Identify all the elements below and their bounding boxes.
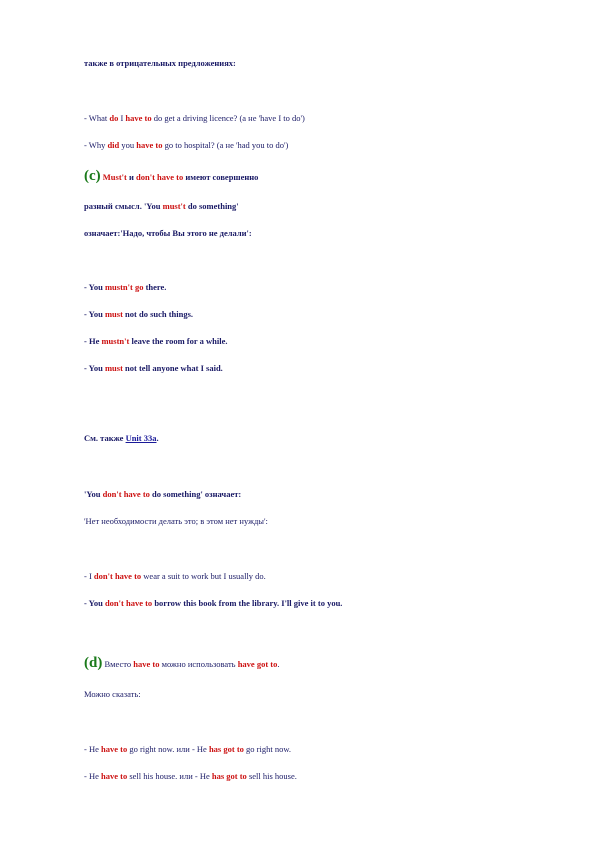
text-line bbox=[84, 689, 141, 699]
highlight: don't have to bbox=[102, 489, 150, 499]
text: - You bbox=[84, 363, 105, 373]
text: sell his house. bbox=[246, 771, 297, 781]
highlight: have to bbox=[133, 659, 160, 669]
text: go right now. или - He bbox=[127, 744, 209, 754]
text: См. также bbox=[84, 433, 126, 443]
text: можно использовать bbox=[159, 659, 238, 669]
highlight: Must't bbox=[102, 172, 127, 182]
text: 'You bbox=[84, 489, 103, 499]
unit-33a-link[interactable]: Unit 33a bbox=[125, 433, 157, 443]
example-line bbox=[84, 140, 288, 150]
text: not do such things. bbox=[122, 309, 194, 319]
text: - You bbox=[84, 598, 105, 608]
text-line bbox=[84, 201, 239, 211]
highlight: do bbox=[109, 113, 119, 123]
highlight: don't have to bbox=[136, 172, 184, 182]
highlight: don't have to bbox=[104, 598, 153, 608]
highlight: must't bbox=[162, 201, 186, 211]
example-line bbox=[84, 336, 227, 346]
example-line bbox=[84, 282, 166, 292]
text-line bbox=[84, 433, 159, 443]
text: you bbox=[119, 140, 137, 150]
text: not tell anyone what I said. bbox=[122, 363, 223, 373]
text: . bbox=[156, 433, 159, 443]
text: borrow this book from the library. I'll give it to you. bbox=[152, 598, 343, 608]
text-line bbox=[84, 228, 252, 238]
example-line bbox=[84, 113, 305, 123]
text: 'Нет необходимости делать это; в этом нет нужды': bbox=[84, 516, 268, 526]
highlight: have to bbox=[101, 744, 128, 754]
highlight: has got to bbox=[208, 744, 244, 754]
text: do something' означает: bbox=[149, 489, 242, 499]
text: - He bbox=[84, 744, 101, 754]
text: sell his house. или - He bbox=[127, 771, 212, 781]
text: - He bbox=[84, 336, 102, 346]
example-line bbox=[84, 744, 291, 754]
text: и bbox=[126, 172, 137, 182]
highlight: don't have to bbox=[93, 571, 142, 581]
section-marker: (d) bbox=[84, 655, 103, 671]
text: также в отрицательных предложениях: bbox=[84, 58, 236, 68]
text: Можно сказать: bbox=[84, 689, 141, 699]
highlight: have to bbox=[136, 140, 163, 150]
text-line bbox=[84, 58, 236, 68]
text: Вместо bbox=[102, 659, 134, 669]
highlight: did bbox=[107, 140, 120, 150]
text: имеют совершенно bbox=[183, 172, 259, 182]
text: - You bbox=[84, 282, 105, 292]
text: do get a driving licence? (а не 'have I to do') bbox=[151, 113, 305, 123]
highlight: must bbox=[104, 309, 123, 319]
example-line bbox=[84, 309, 193, 319]
text: - Why bbox=[84, 140, 108, 150]
highlight: has got to bbox=[211, 771, 247, 781]
highlight: have to bbox=[101, 771, 128, 781]
highlight: must bbox=[104, 363, 123, 373]
text: разный смысл. 'You bbox=[84, 201, 163, 211]
text: leave the room for a while. bbox=[129, 336, 228, 346]
section-marker: (c) bbox=[84, 168, 101, 184]
section-line bbox=[84, 168, 258, 185]
example-line bbox=[84, 598, 342, 608]
highlight: have got to bbox=[237, 659, 278, 669]
text: wear a suit to work but I usually do. bbox=[141, 571, 266, 581]
text: do something' bbox=[185, 201, 239, 211]
text: - He bbox=[84, 771, 101, 781]
text-line bbox=[84, 489, 241, 499]
text: - What bbox=[84, 113, 110, 123]
text: go right now. bbox=[243, 744, 292, 754]
text: - I bbox=[84, 571, 94, 581]
example-line bbox=[84, 571, 266, 581]
highlight: mustn't go bbox=[104, 282, 144, 292]
text-line bbox=[84, 516, 268, 526]
text: - You bbox=[84, 309, 105, 319]
example-line bbox=[84, 771, 297, 781]
section-line bbox=[84, 655, 279, 672]
text: . bbox=[277, 659, 280, 669]
text: go to hospital? (а не 'had you to do') bbox=[162, 140, 289, 150]
example-line bbox=[84, 363, 223, 373]
highlight: mustn't bbox=[101, 336, 130, 346]
text: означает:'Надо, чтобы Вы этого не делали': bbox=[84, 228, 252, 238]
highlight: have to bbox=[125, 113, 152, 123]
text: there. bbox=[143, 282, 167, 292]
text: I bbox=[118, 113, 126, 123]
